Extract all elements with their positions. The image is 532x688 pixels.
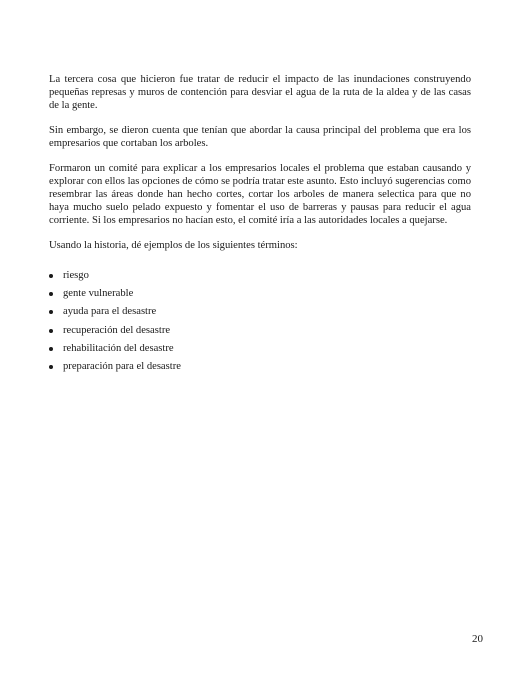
terms-list <box>49 267 471 376</box>
bullet-icon <box>49 292 53 296</box>
page-content <box>49 73 471 376</box>
term-label: ayuda para el desastre <box>63 306 157 318</box>
list-item <box>49 285 471 303</box>
page-number: 20 <box>472 633 483 645</box>
bullet-icon <box>49 274 53 278</box>
bullet-icon <box>49 347 53 351</box>
list-item <box>49 267 471 285</box>
bullet-icon <box>49 310 53 314</box>
list-item <box>49 322 471 340</box>
paragraph-flood-mitigation: La tercera cosa que hicieron fue tratar de reducir el impacto de las inundaciones construyendo pequeñas represas y muros de contención para desviar el agua de la ruta de la aldea y de las casas de la gente. <box>49 74 471 111</box>
term-label: preparación para el desastre <box>63 361 181 373</box>
term-label: recuperación del desastre <box>63 324 171 336</box>
bullet-icon <box>49 329 53 333</box>
exercise-prompt: Usando la historia, dé ejemplos de los siguientes términos: <box>49 240 298 251</box>
term-label: gente vulnerable <box>63 288 134 300</box>
list-item <box>49 340 471 358</box>
paragraph-committee: Formaron un comité para explicar a los empresarios locales el problema que estaban causando y explorar con ellos las opciones de cómo se podría tratar este asunto. Esto incluyó sugerencias como resembrar las áreas donde han hecho cortes, cortar los arboles de manera selectica para que no haya mucho suelo pelado expuesto y fomentar el uso de barreras y pausas para reducir el agua corriente. Si los empresarios no hacían esto, el comité iría a las autoridades locales a quejarse. <box>49 163 471 226</box>
paragraph-root-cause: Sin embargo, se dieron cuenta que tenían que abordar la causa principal del problema que era los empresarios que cortaban los arboles. <box>49 125 471 149</box>
term-label: riesgo <box>63 270 89 281</box>
list-item <box>49 358 471 376</box>
bullet-icon <box>49 365 53 369</box>
term-label: rehabilitación del desastre <box>63 342 174 354</box>
list-item <box>49 303 471 321</box>
